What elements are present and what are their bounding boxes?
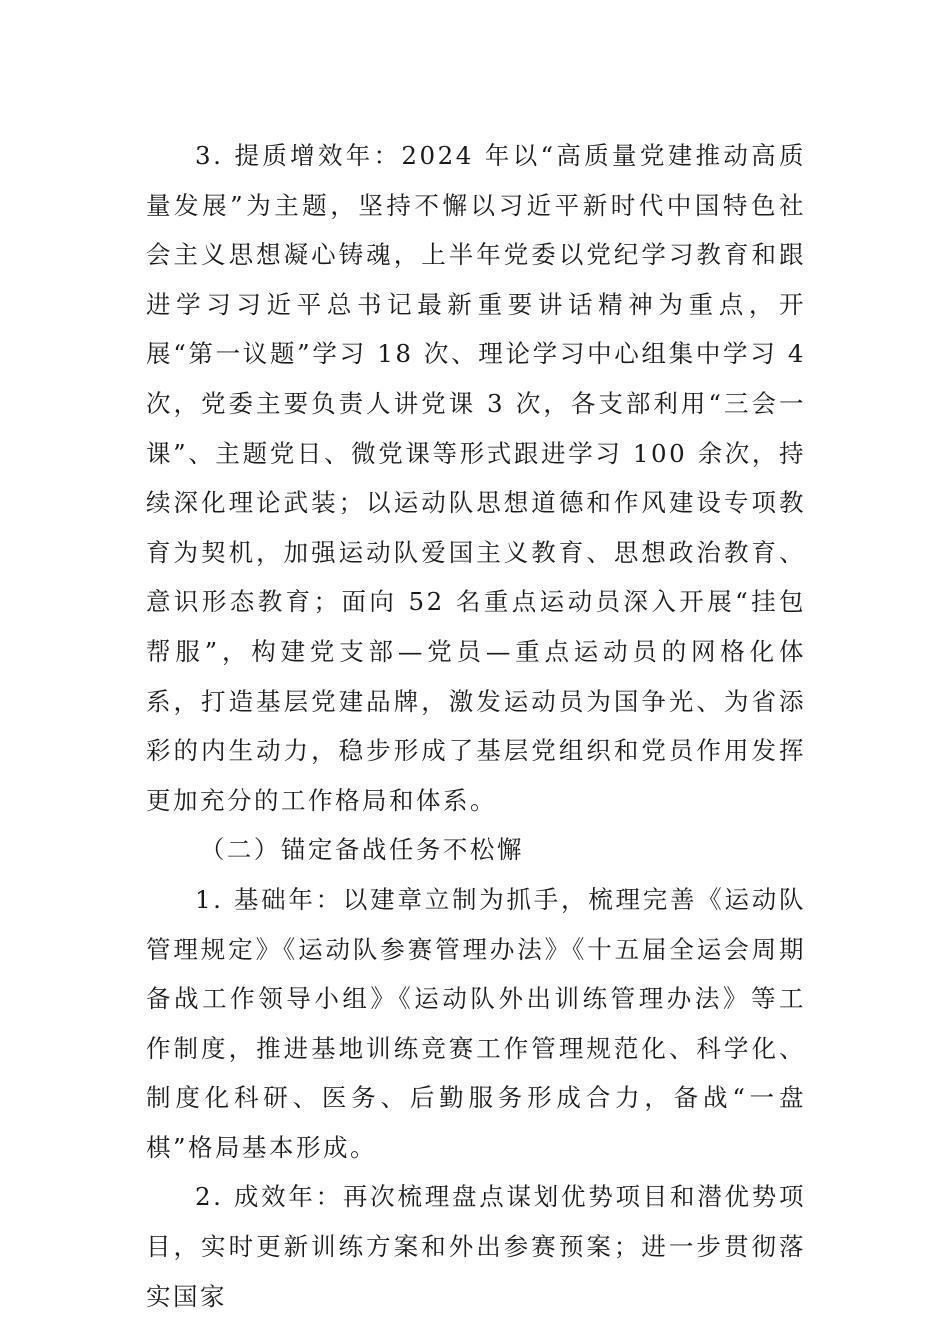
section-heading-training-tasks: （二）锚定备战任务不松懈: [199, 835, 524, 865]
paragraph-results-year: 2. 成效年：再次梳理盘点谋划优势项目和潜优势项目，实时更新训练方案和外出参赛预案；进一步贯彻落实国家: [146, 1182, 806, 1311]
paragraph-foundation-year: 1. 基础年：以建章立制为抓手，梳理完善《运动队管理规定》《运动队参赛管理办法》《十五届全运会周期备战工作领导小组》《运动队外出训练管理办法》等工作制度，推进基地训练竞赛工作管理规范化、科学化、制度化科研、医务、后勤服务形成合力，备战“一盘棋”格局基本形成。: [146, 884, 806, 1162]
paragraph-quality-efficiency-year: 3. 提质增效年：2024 年以“高质量党建推动高质量发展”为主题，坚持不懈以习近平新时代中国特色社会主义思想凝心铸魂，上半年党委以党纪学习教育和跟进学习习近平总书记最新重要讲话精神为重点，开展“第一议题”学习 18 次、理论学习中心组集中学习 4 次，党委主要负责人讲党课 3 次，各支部利用“三会一课”、主题党日、微党课等形式跟进学习 100 余次，持续深化理论武装；以运动队思想道德和作风建设专项教育为契机，加强运动队爱国主义教育、思想政治教育、意识形态教育；面向 52 名重点运动员深入开展“挂包帮服”，构建党支部—党员—重点运动员的网格化体系，打造基层党建品牌，激发运动员为国争光、为省添彩的内生动力，稳步形成了基层党组织和党员作用发挥更加充分的工作格局和体系。: [146, 141, 806, 815]
document-body: [146, 131, 806, 1321]
